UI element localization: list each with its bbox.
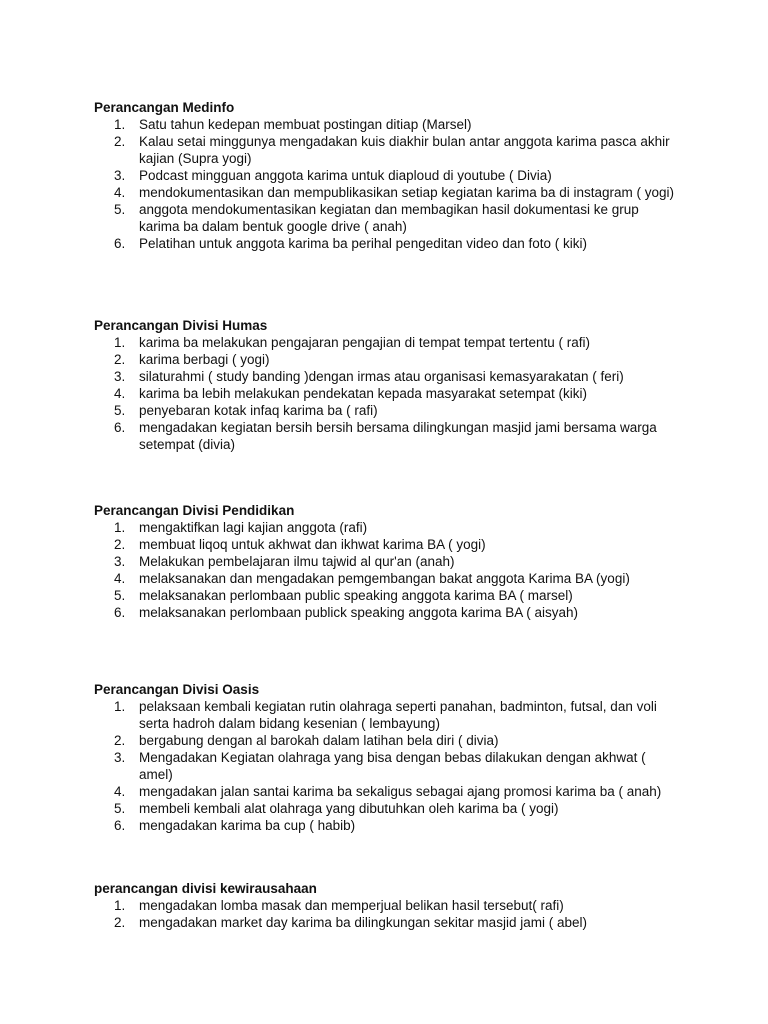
list-item xyxy=(94,201,679,235)
list-item xyxy=(94,587,679,604)
list-number: 5. xyxy=(114,403,126,418)
list-item-text: mengadakan karima ba cup ( habib) xyxy=(139,818,356,833)
list-item-text: Mengadakan Kegiatan olahraga yang bisa dengan bebas dilakukan dengan akhwat ( amel) xyxy=(139,750,646,782)
list-item-text: Satu tahun kedepan membuat postingan ditiap (Marsel) xyxy=(139,117,472,132)
list-item xyxy=(94,351,679,368)
numbered-list xyxy=(94,698,694,834)
list-item-text: mengadakan market day karima ba dilingkungan sekitar masjid jami ( abel) xyxy=(139,915,587,930)
list-item-text: melaksanakan perlombaan publick speaking anggota karima BA ( aisyah) xyxy=(139,605,579,620)
list-number: 2. xyxy=(114,915,126,930)
list-item-text: mengaktifkan lagi kajian anggota (rafi) xyxy=(139,520,368,535)
section-title: perancangan divisi kewirausahaan xyxy=(94,881,317,896)
list-number: 4. xyxy=(114,185,126,200)
list-item xyxy=(94,553,679,570)
list-number: 1. xyxy=(114,520,126,535)
list-item-text: mengadakan jalan santai karima ba sekaligus sebagai ajang promosi karima ba ( anah) xyxy=(139,784,662,799)
list-item xyxy=(94,334,679,351)
list-item xyxy=(94,783,679,800)
list-item xyxy=(94,749,679,783)
list-item-text: Pelatihan untuk anggota karima ba perihal pengeditan video dan foto ( kiki) xyxy=(139,236,588,251)
list-number: 5. xyxy=(114,202,126,217)
list-item-text: pelaksaan kembali kegiatan rutin olahraga seperti panahan, badminton, futsal, dan voli serta hadroh dalam bidang kesenian ( lembayung) xyxy=(139,699,657,731)
section-pendidikan xyxy=(94,502,694,621)
section-title: Perancangan Divisi Pendidikan xyxy=(94,503,295,518)
list-item xyxy=(94,419,679,453)
section-oasis xyxy=(94,681,694,834)
list-item xyxy=(94,800,679,817)
list-number: 1. xyxy=(114,699,126,714)
list-item-text: anggota mendokumentasikan kegiatan dan membagikan hasil dokumentasi ke grup karima ba dalam bentuk google drive ( anah) xyxy=(139,202,639,234)
list-number: 2. xyxy=(114,352,126,367)
list-number: 3. xyxy=(114,168,126,183)
list-number: 6. xyxy=(114,420,126,435)
list-number: 6. xyxy=(114,818,126,833)
list-number: 5. xyxy=(114,588,126,603)
section-medinfo xyxy=(94,99,694,252)
section-kewirausahaan xyxy=(94,880,694,931)
list-number: 1. xyxy=(114,117,126,132)
list-item-text: mengadakan lomba masak dan memperjual belikan hasil tersebut( rafi) xyxy=(139,898,564,913)
list-item xyxy=(94,519,679,536)
list-item xyxy=(94,235,679,252)
list-number: 2. xyxy=(114,733,126,748)
numbered-list xyxy=(94,116,694,252)
list-item xyxy=(94,570,679,587)
list-item xyxy=(94,536,679,553)
list-item-text: bergabung dengan al barokah dalam latihan bela diri ( divia) xyxy=(139,733,499,748)
list-item xyxy=(94,133,679,167)
list-item-text: membeli kembali alat olahraga yang dibutuhkan oleh karima ba ( yogi) xyxy=(139,801,559,816)
list-number: 1. xyxy=(114,898,126,913)
section-title: Perancangan Divisi Humas xyxy=(94,318,268,333)
list-item-text: melaksanakan dan mengadakan pemgembangan bakat anggota Karima BA (yogi) xyxy=(139,571,630,586)
list-item-text: Podcast mingguan anggota karima untuk diaploud di youtube ( Divia) xyxy=(139,168,552,183)
list-number: 6. xyxy=(114,605,126,620)
list-item xyxy=(94,914,679,931)
list-item-text: mengadakan kegiatan bersih bersih bersama dilingkungan masjid jami bersama warga setempat (divia) xyxy=(139,420,657,452)
numbered-list xyxy=(94,897,694,931)
list-number: 6. xyxy=(114,236,126,251)
list-number: 2. xyxy=(114,537,126,552)
list-item xyxy=(94,604,679,621)
list-number: 5. xyxy=(114,801,126,816)
list-number: 3. xyxy=(114,554,126,569)
list-item xyxy=(94,402,679,419)
section-title: Perancangan Divisi Oasis xyxy=(94,682,260,697)
list-item-text: mendokumentasikan dan mempublikasikan setiap kegiatan karima ba di instagram ( yogi) xyxy=(139,185,675,200)
list-item-text: karima ba melakukan pengajaran pengajian di tempat tempat tertentu ( rafi) xyxy=(139,335,591,350)
list-number: 1. xyxy=(114,335,126,350)
numbered-list xyxy=(94,334,694,453)
list-item-text: Melakukan pembelajaran ilmu tajwid al qur'an (anah) xyxy=(139,554,455,569)
list-item-text: karima ba lebih melakukan pendekatan kepada masyarakat setempat (kiki) xyxy=(139,386,587,401)
list-item xyxy=(94,385,679,402)
numbered-list xyxy=(94,519,694,621)
section-title: Perancangan Medinfo xyxy=(94,100,235,115)
list-number: 3. xyxy=(114,369,126,384)
list-item xyxy=(94,116,679,133)
list-item-text: silaturahmi ( study banding )dengan irmas atau organisasi kemasyarakatan ( feri) xyxy=(139,369,624,384)
list-item xyxy=(94,817,679,834)
list-item-text: Kalau setai minggunya mengadakan kuis diakhir bulan antar anggota karima pasca akhir kajian (Supra yogi) xyxy=(139,134,670,166)
list-item-text: karima berbagi ( yogi) xyxy=(139,352,270,367)
list-item xyxy=(94,368,679,385)
list-item xyxy=(94,167,679,184)
list-item-text: membuat liqoq untuk akhwat dan ikhwat karima BA ( yogi) xyxy=(139,537,486,552)
list-item xyxy=(94,698,679,732)
list-item xyxy=(94,732,679,749)
list-item-text: melaksanakan perlombaan public speaking anggota karima BA ( marsel) xyxy=(139,588,573,603)
list-item xyxy=(94,897,679,914)
list-number: 2. xyxy=(114,134,126,149)
list-number: 4. xyxy=(114,571,126,586)
list-number: 4. xyxy=(114,784,126,799)
list-item xyxy=(94,184,679,201)
list-number: 4. xyxy=(114,386,126,401)
list-item-text: penyebaran kotak infaq karima ba ( rafi) xyxy=(139,403,378,418)
list-number: 3. xyxy=(114,750,126,765)
section-humas xyxy=(94,317,694,453)
